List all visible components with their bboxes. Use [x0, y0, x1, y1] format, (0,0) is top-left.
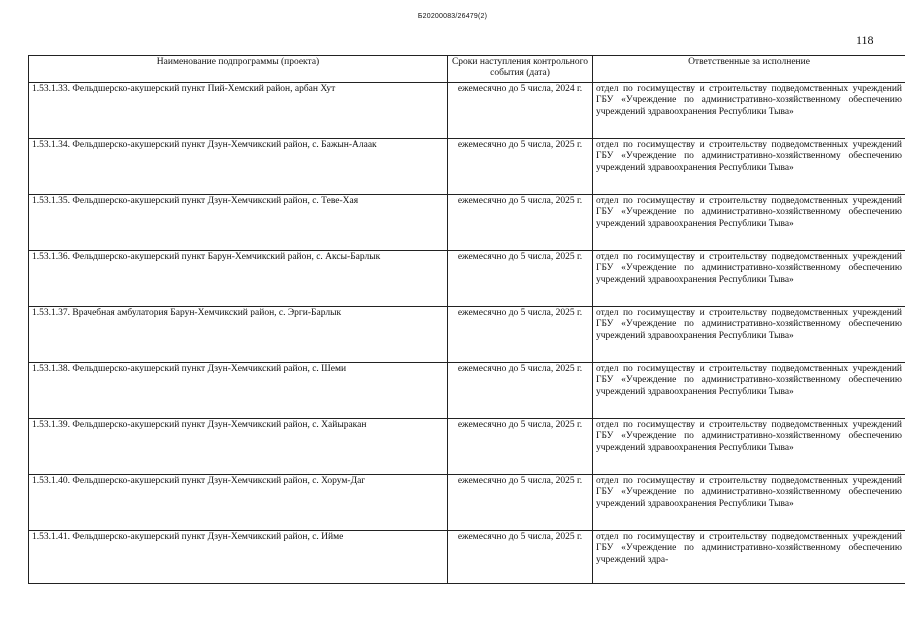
- row-name-cell: 1.53.1.34. Фельдшерско-акушерский пункт Дзун-Хемчикский район, с. Бажын-Алаак: [29, 139, 448, 195]
- row-responsible-cell: отдел по госимуществу и строительству подведомственных учреждений ГБУ «Учреждение по административно-хозяйственному обеспечению учреждений здравоохранения Республики Тыва»: [593, 83, 905, 139]
- row-deadline-cell: ежемесячно до 5 числа, 2025 г.: [448, 251, 593, 307]
- row-name-cell: 1.53.1.35. Фельдшерско-акушерский пункт Дзун-Хемчикский район, с. Теве-Хая: [29, 195, 448, 251]
- row-deadline-cell: ежемесячно до 5 числа, 2025 г.: [448, 531, 593, 584]
- table-row: [29, 195, 905, 251]
- row-name-cell: 1.53.1.38. Фельдшерско-акушерский пункт Дзун-Хемчикский район, с. Шеми: [29, 363, 448, 419]
- table-row: [29, 83, 905, 139]
- header-deadline: Сроки наступления контрольного события (дата): [448, 56, 593, 83]
- table-row: [29, 531, 905, 584]
- row-responsible-cell: отдел по госимуществу и строительству подведомственных учреждений ГБУ «Учреждение по административно-хозяйственному обеспечению учреждений здравоохранения Республики Тыва»: [593, 139, 905, 195]
- table-header-row: [29, 56, 905, 83]
- row-deadline-cell: ежемесячно до 5 числа, 2025 г.: [448, 475, 593, 531]
- row-deadline-cell: ежемесячно до 5 числа, 2024 г.: [448, 83, 593, 139]
- row-deadline-cell: ежемесячно до 5 числа, 2025 г.: [448, 307, 593, 363]
- row-responsible-cell: отдел по госимуществу и строительству подведомственных учреждений ГБУ «Учреждение по административно-хозяйственному обеспечению учреждений здравоохранения Республики Тыва»: [593, 475, 905, 531]
- row-responsible-cell: отдел по госимуществу и строительству подведомственных учреждений ГБУ «Учреждение по административно-хозяйственному обеспечению учреждений здравоохранения Республики Тыва»: [593, 419, 905, 475]
- row-name-cell: 1.53.1.40. Фельдшерско-акушерский пункт Дзун-Хемчикский район, с. Хорум-Даг: [29, 475, 448, 531]
- row-responsible-cell: отдел по госимуществу и строительству подведомственных учреждений ГБУ «Учреждение по административно-хозяйственному обеспечению учреждений здравоохранения Республики Тыва»: [593, 363, 905, 419]
- table-row: [29, 419, 905, 475]
- events-table: [28, 55, 905, 584]
- row-name-cell: 1.53.1.39. Фельдшерско-акушерский пункт Дзун-Хемчикский район, с. Хайыракан: [29, 419, 448, 475]
- row-responsible-cell: отдел по госимуществу и строительству подведомственных учреждений ГБУ «Учреждение по административно-хозяйственному обеспечению учреждений здравоохранения Республики Тыва»: [593, 307, 905, 363]
- row-name-cell: 1.53.1.41. Фельдшерско-акушерский пункт Дзун-Хемчикский район, с. Ийме: [29, 531, 448, 584]
- row-deadline-cell: ежемесячно до 5 числа, 2025 г.: [448, 195, 593, 251]
- row-responsible-cell: отдел по госимуществу и строительству подведомственных учреждений ГБУ «Учреждение по административно-хозяйственному обеспечению учреждений здравоохранения Республики Тыва»: [593, 251, 905, 307]
- page-number: 118: [856, 33, 874, 47]
- header-responsible: Ответственные за исполнение: [593, 56, 905, 83]
- row-responsible-cell: отдел по госимуществу и строительству подведомственных учреждений ГБУ «Учреждение по административно-хозяйственному обеспечению учреждений здравоохранения Республики Тыва»: [593, 195, 905, 251]
- header-name: Наименование подпрограммы (проекта): [29, 56, 448, 83]
- row-deadline-cell: ежемесячно до 5 числа, 2025 г.: [448, 139, 593, 195]
- table-row: [29, 139, 905, 195]
- row-deadline-cell: ежемесячно до 5 числа, 2025 г.: [448, 363, 593, 419]
- table-row: [29, 251, 905, 307]
- table-row: [29, 475, 905, 531]
- row-name-cell: 1.53.1.36. Фельдшерско-акушерский пункт Барун-Хемчикский район, с. Аксы-Барлык: [29, 251, 448, 307]
- row-deadline-cell: ежемесячно до 5 числа, 2025 г.: [448, 419, 593, 475]
- row-responsible-cell: отдел по госимуществу и строительству подведомственных учреждений ГБУ «Учреждение по административно-хозяйственному обеспечению учреждений здра-: [593, 531, 905, 584]
- row-name-cell: 1.53.1.37. Врачебная амбулатория Барун-Хемчикский район, с. Эрги-Барлык: [29, 307, 448, 363]
- row-name-cell: 1.53.1.33. Фельдшерско-акушерский пункт Пий-Хемский район, арбан Хут: [29, 83, 448, 139]
- table-row: [29, 363, 905, 419]
- document-id: Б20200083/26479(2): [417, 13, 488, 20]
- table-row: [29, 307, 905, 363]
